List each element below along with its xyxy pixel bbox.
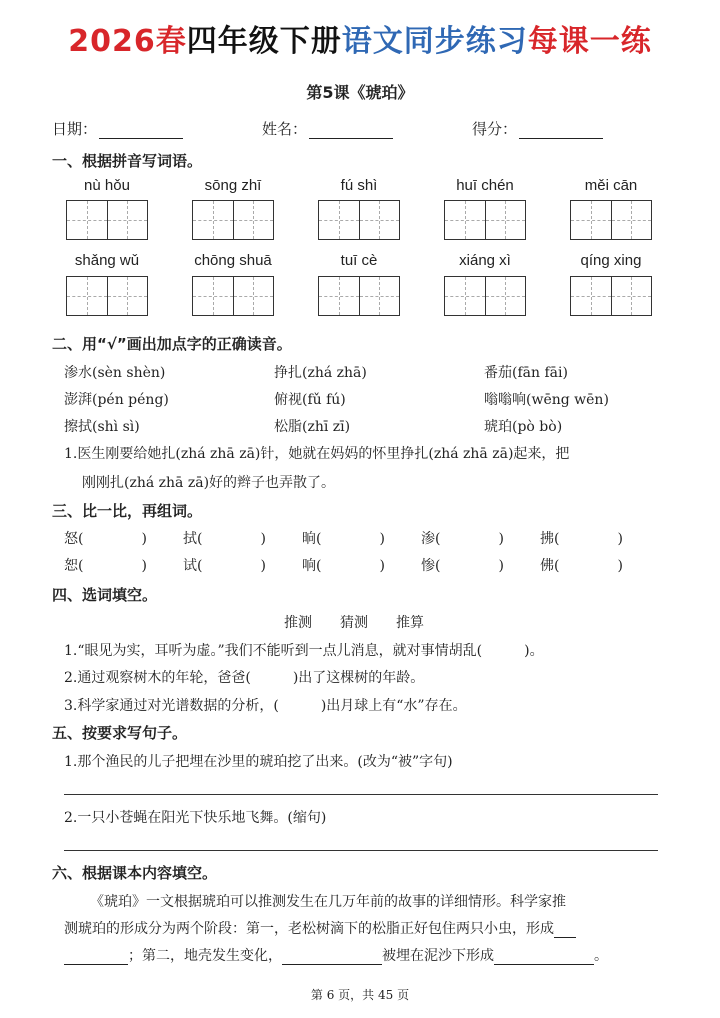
- page-number: 第 6 页，共 45 页: [310, 988, 410, 1002]
- passage-line: ；第二，地壳发生变化， 被埋在泥沙下形成 。: [64, 945, 608, 965]
- compare-char[interactable]: 拂( ): [540, 531, 623, 547]
- writing-grid[interactable]: [192, 200, 274, 240]
- word-bank: 推测 猜测 推算: [284, 615, 424, 631]
- pinyin-label: huī chén: [456, 177, 514, 194]
- compare-char[interactable]: 恕( ): [64, 558, 147, 574]
- passage-line: 测琥珀的形成分为两个阶段：第一，老松树滴下的松脂正好包住两只小虫，形成: [64, 918, 576, 938]
- title-practice: 每课一练: [527, 24, 652, 59]
- reading-option[interactable]: 渗水(sèn shèn): [64, 365, 166, 381]
- pinyin-label: nù hǒu: [84, 177, 130, 194]
- question-text: 2.一只小苍蝇在阳光下快乐地飞舞。(缩句): [64, 810, 327, 826]
- section2-heading: 二、用“√”画出加点字的正确读音。: [52, 335, 292, 353]
- fill-blank[interactable]: [64, 950, 128, 965]
- name-blank[interactable]: [309, 122, 393, 139]
- reading-option[interactable]: 番茄(fān fāi): [484, 365, 568, 381]
- pinyin-label: sōng zhī: [204, 177, 262, 194]
- name-label: 姓名：: [262, 120, 308, 138]
- compare-char[interactable]: 惨( ): [421, 558, 504, 574]
- compare-char[interactable]: 佛( ): [540, 558, 623, 574]
- reading-option[interactable]: 擦拭(shì sì): [64, 419, 140, 435]
- date-label: 日期：: [52, 120, 98, 138]
- date-field[interactable]: [52, 118, 183, 139]
- fill-blank[interactable]: [554, 923, 576, 938]
- section3-heading: 三、比一比，再组词。: [52, 502, 203, 520]
- writing-grid[interactable]: [570, 200, 652, 240]
- name-field[interactable]: [262, 118, 393, 139]
- compare-char[interactable]: 晌( ): [302, 531, 385, 547]
- question-text[interactable]: 1.“眼见为实，耳听为虚。”我们不能听到一点儿消息，就对事情胡乱( )。: [64, 643, 544, 659]
- writing-grid[interactable]: [66, 200, 148, 240]
- reading-option[interactable]: 嗡嗡响(wēng wēn): [484, 392, 609, 408]
- title-subject: 语文同步练习: [341, 24, 528, 59]
- compare-char[interactable]: 响( ): [302, 558, 385, 574]
- writing-grid[interactable]: [570, 276, 652, 316]
- answer-line[interactable]: [64, 849, 658, 851]
- reading-option[interactable]: 俯视(fǔ fú): [274, 392, 346, 408]
- score-label: 得分：: [472, 120, 518, 138]
- pinyin-label: fú shì: [340, 177, 378, 194]
- reading-option[interactable]: 松脂(zhī zī): [274, 419, 351, 435]
- section5-heading: 五、按要求写句子。: [52, 724, 188, 742]
- writing-grid[interactable]: [66, 276, 148, 316]
- score-blank[interactable]: [519, 122, 603, 139]
- title-grade: 四年级下册: [186, 24, 342, 59]
- pinyin-label: shǎng wǔ: [74, 252, 140, 269]
- compare-char[interactable]: 试( ): [183, 558, 266, 574]
- answer-line[interactable]: [64, 793, 658, 795]
- lesson-title: 第5课《琥珀》: [306, 83, 414, 102]
- writing-grid[interactable]: [318, 200, 400, 240]
- pinyin-label: xiáng xì: [459, 252, 511, 269]
- pinyin-label: qíng xing: [580, 252, 642, 269]
- fill-blank[interactable]: [282, 950, 382, 965]
- compare-char[interactable]: 渗( ): [421, 531, 504, 547]
- title-year: 2026春: [68, 24, 187, 59]
- writing-grid[interactable]: [192, 276, 274, 316]
- question-text: 1.那个渔民的儿子把埋在沙里的琥珀挖了出来。(改为“被”字句): [64, 754, 453, 770]
- question-text[interactable]: 3.科学家通过对光谱数据的分析，( )出月球上有“水”存在。: [64, 698, 467, 714]
- question-text[interactable]: 2.通过观察树木的年轮，爸爸( )出了这棵树的年龄。: [64, 670, 425, 686]
- reading-option[interactable]: 挣扎(zhá zhā): [274, 365, 367, 381]
- pinyin-label: chōng shuā: [194, 252, 272, 269]
- writing-grid[interactable]: [444, 276, 526, 316]
- page-title: [0, 16, 720, 60]
- pinyin-label: měi cān: [584, 177, 638, 194]
- compare-char[interactable]: 拭( ): [183, 531, 266, 547]
- fill-blank[interactable]: [494, 950, 594, 965]
- writing-grid[interactable]: [444, 200, 526, 240]
- reading-option[interactable]: 琥珀(pò bò): [484, 419, 563, 435]
- date-blank[interactable]: [99, 122, 183, 139]
- passage-line: 《琥珀》一文根据琥珀可以推测发生在几万年前的故事的详细情形。科学家推: [90, 894, 566, 910]
- section1-heading: 一、根据拼音写词语。: [52, 152, 203, 170]
- question-text: 1.医生刚要给她扎(zhá zhā zā)针，她就在妈妈的怀里挣扎(zhá zhā zā)起来，把: [64, 446, 570, 462]
- reading-option[interactable]: 澎湃(pén péng): [64, 392, 169, 408]
- score-field[interactable]: [472, 118, 603, 139]
- section4-heading: 四、选词填空。: [52, 586, 158, 604]
- pinyin-label: tuī cè: [340, 252, 378, 269]
- question-text: 刚刚扎(zhá zhā zā)好的辫子也弄散了。: [82, 475, 336, 491]
- writing-grid[interactable]: [318, 276, 400, 316]
- section6-heading: 六、根据课本内容填空。: [52, 864, 218, 882]
- compare-char[interactable]: 怒( ): [64, 531, 147, 547]
